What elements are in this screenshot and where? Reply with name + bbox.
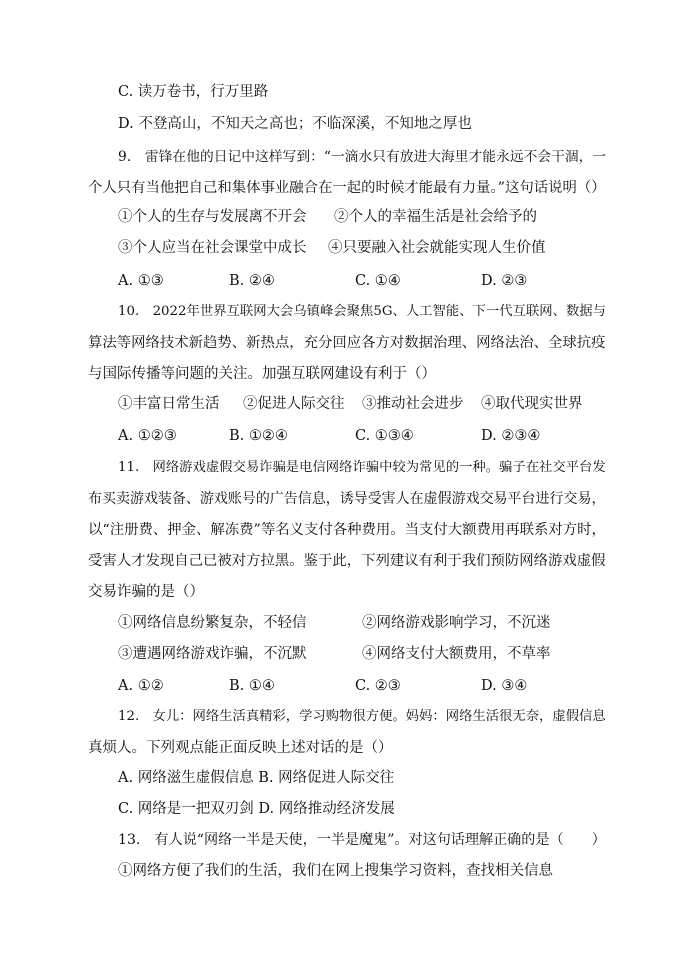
q12-options-cd: C. 网络是一把双刃剑 D. 网络推动经济发展 — [118, 801, 395, 817]
q11-stem-line-1: 11. 网络游戏虚假交易诈骗是电信网络诈骗中较为常见的一种。骗子在社交平台发 — [118, 460, 606, 475]
q10-item-1: ①丰富日常生活 — [118, 396, 220, 412]
q9-item-4: ④只要融入社会就能实现人生价值 — [328, 240, 546, 256]
q13-item-1: ①网络方便了我们的生活，我们在网上搜集学习资料，查找相关信息 — [118, 863, 553, 879]
q9-option-d: D. ②③ — [481, 273, 528, 289]
q8-option-c: C. 读万卷书，行万里路 — [118, 84, 269, 100]
q11-item-2: ②网络游戏影响学习，不沉迷 — [362, 615, 551, 631]
q12-options-ab: A. 网络滋生虚假信息 B. 网络促进人际交往 — [118, 770, 395, 786]
q11-stem-line-2: 布买卖游戏装备、游戏账号的广告信息，诱导受害人在虚假游戏交易平台进行交易， — [88, 491, 606, 507]
q10-option-d: D. ②③④ — [481, 428, 541, 444]
q10-item-2: ②促进人际交往 — [243, 396, 345, 412]
q10-option-a: A. ①②③ — [118, 428, 177, 444]
q11-item-1: ①网络信息纷繁复杂，不轻信 — [118, 615, 307, 631]
q9-item-3: ③个人应当在社会课堂中成长 — [118, 240, 307, 256]
q11-option-a: A. ①② — [118, 678, 164, 694]
q9-option-b: B. ②④ — [229, 273, 275, 289]
q11-stem-line-5: 交易诈骗的是（） — [88, 584, 204, 600]
q13-stem-line-1: 13. 有人说“网络一半是天使，一半是魔鬼”。对这句话理解正确的是（ ） — [118, 832, 606, 848]
q10-item-4: ④取代现实世界 — [481, 396, 583, 412]
q10-stem-line-1: 10. 2022年世界互联网大会乌镇峰会聚焦5G、人工智能、下一代互联网、数据与 — [118, 304, 606, 319]
q10-option-b: B. ①②④ — [229, 428, 288, 444]
q9-stem-line-2: 个人只有当他把自己和集体事业融合在一起的时候才能最有力量。”这句话说明（） — [88, 180, 606, 196]
q12-stem-line-1: 12. 女儿：网络生活真精彩，学习购物很方便。妈妈：网络生活很无奈，虚假信息 — [118, 709, 606, 724]
q10-item-3: ③推动社会进步 — [362, 396, 464, 412]
q11-stem-line-3: 以“注册费、押金、解冻费”等名义支付各种费用。当支付大额费用再联系对方时， — [88, 522, 606, 538]
q8-option-d: D. 不登高山，不知天之高也；不临深溪，不知地之厚也 — [118, 116, 472, 132]
q9-stem-line-1: 9. 雷锋在他的日记中这样写到：“一滴水只有放进大海里才能永远不会干涸，一 — [118, 149, 607, 165]
q9-option-a: A. ①③ — [118, 273, 164, 289]
q12-stem-line-2: 真烦人。下列观点能正面反映上述对话的是（） — [88, 740, 393, 756]
q11-item-4: ④网络支付大额费用，不草率 — [362, 646, 551, 662]
q9-item-1: ①个人的生存与发展离不开会 — [118, 209, 307, 225]
q10-option-c: C. ①③④ — [355, 428, 414, 444]
q11-option-d: D. ③④ — [481, 678, 528, 694]
q11-option-c: C. ②③ — [355, 678, 401, 694]
q10-stem-line-3: 与国际传播等问题的关注。加强互联网建设有利于（） — [88, 366, 436, 382]
q10-stem-line-2: 算法等网络技术新趋势、新热点，充分回应各方对数据治理、网络法治、全球抗疫 — [88, 335, 606, 351]
q11-stem-line-4: 受害人才发现自己已被对方拉黑。鉴于此，下列建议有利于我们预防网络游戏虚假 — [88, 553, 606, 569]
q9-item-2: ②个人的幸福生活是社会给予的 — [334, 209, 537, 225]
q9-option-c: C. ①④ — [355, 273, 401, 289]
q11-option-b: B. ①④ — [229, 678, 275, 694]
q11-item-3: ③遭遇网络游戏诈骗，不沉默 — [118, 646, 307, 662]
